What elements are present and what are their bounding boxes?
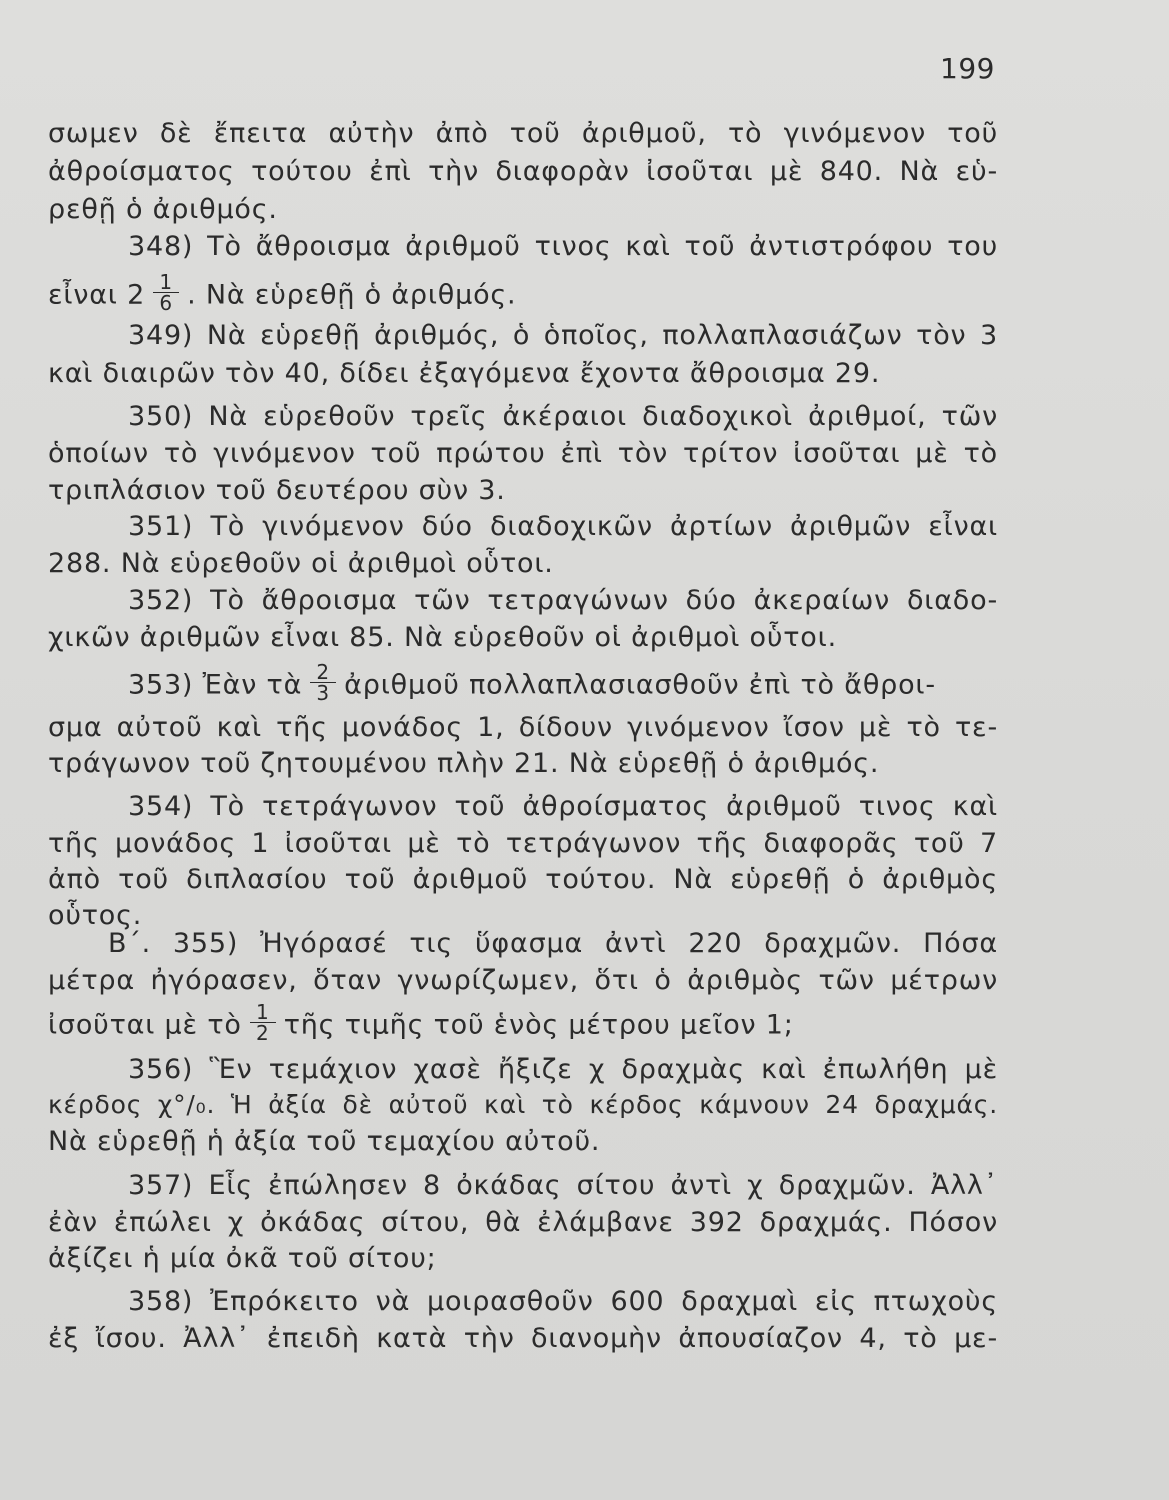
fraction-denominator: 6 — [159, 291, 173, 315]
text-line: μέτρα ἠγόρασεν, ὅταν γνωρίζωμεν, ὅτι ὁ ἀριθμὸς τῶν μέτρων — [48, 965, 998, 996]
text-line: τράγωνον τοῦ ζητουμένου πλὴν 21. Νὰ εὑρεθῇ ὁ ἀριθμός. — [48, 748, 880, 779]
text-line: 351) Τὸ γινόμενον δύο διαδοχικῶν ἀρτίων ἀριθμῶν εἶναι — [128, 511, 998, 542]
text-line: ἐὰν ἐπώλει χ ὀκάδας σίτου, θὰ ἐλάμβανε 392 δραχμάς. Πόσον — [48, 1207, 998, 1238]
fraction-denominator: 3 — [316, 681, 330, 705]
text-line: οὗτος. — [48, 900, 143, 931]
fraction-numerator: 1 — [250, 1002, 276, 1023]
fraction-denominator: 2 — [255, 1021, 270, 1045]
text-line: τριπλάσιον τοῦ δευτέρου σὺν 3. — [48, 475, 506, 506]
text-segment: 353) Ἐὰν τὰ — [128, 669, 303, 701]
text-line-with-fraction — [48, 1000, 998, 1046]
text-segment: ἀριθμοῦ πολλαπλασιασθοῦν ἐπὶ τὸ ἄθροι- — [344, 669, 936, 701]
text-line: Β΄. 355) Ἠγόρασέ τις ὕφασμα ἀντὶ 220 δραχμῶν. Πόσα — [108, 928, 998, 959]
text-line: 348) Τὸ ἄθροισμα ἀριθμοῦ τινος καὶ τοῦ ἀντιστρόφου του — [128, 231, 998, 262]
text-line: ρεθῇ ὁ ἀριθμός. — [48, 194, 278, 225]
text-line: χικῶν ἀριθμῶν εἶναι 85. Νὰ εὑρεθοῦν οἱ ἀριθμοὶ οὗτοι. — [48, 622, 837, 653]
text-line: 354) Τὸ τετράγωνον τοῦ ἀθροίσματος ἀριθμοῦ τινος καὶ — [128, 791, 998, 822]
text-line: 350) Νὰ εὑρεθοῦν τρεῖς ἀκέραιοι διαδοχικοὶ ἀριθμοί, τῶν — [128, 401, 998, 432]
text-line: 356) Ἓν τεμάχιον χασὲ ἤξιζε χ δραχμὰς καὶ ἐπωλήθη μὲ — [128, 1054, 998, 1085]
text-line-with-fraction — [48, 270, 998, 316]
text-line: 358) Ἐπρόκειτο νὰ μοιρασθοῦν 600 δραχμαὶ εἰς πτωχοὺς — [128, 1286, 998, 1317]
text-line: ἐξ ἴσου. Ἀλλ᾽ ἐπειδὴ κατὰ τὴν διανομὴν ἀπουσίαζον 4, τὸ με- — [48, 1323, 998, 1354]
text-line: 357) Εἷς ἐπώλησεν 8 ὀκάδας σίτου ἀντὶ χ δραχμῶν. Ἀλλ᾽ — [128, 1170, 998, 1201]
fraction-numerator: 1 — [153, 272, 179, 293]
text-line: Νὰ εὑρεθῇ ἡ ἀξία τοῦ τεμαχίου αὐτοῦ. — [48, 1126, 601, 1157]
text-segment: εἶναι 2 — [48, 279, 146, 311]
text-line: 352) Τὸ ἄθροισμα τῶν τετραγώνων δύο ἀκεραίων διαδο- — [128, 585, 998, 616]
text-line: ὁποίων τὸ γινόμενον τοῦ πρώτου ἐπὶ τὸν τρίτον ἰσοῦται μὲ τὸ — [48, 438, 998, 469]
text-line: ἀξίζει ἡ μία ὀκᾶ τοῦ σίτου; — [48, 1243, 437, 1274]
text-segment: τῆς τιμῆς τοῦ ἑνὸς μέτρου μεῖον 1; — [283, 1009, 794, 1041]
text-segment: . Νὰ εὑρεθῇ ὁ ἀριθμός. — [187, 279, 517, 311]
text-line: σωμεν δὲ ἔπειτα αὐτὴν ἀπὸ τοῦ ἀριθμοῦ, τὸ γινόμενον τοῦ — [48, 118, 998, 149]
text-line: σμα αὐτοῦ καὶ τῆς μονάδος 1, δίδουν γινόμενον ἴσον μὲ τὸ τε- — [48, 712, 998, 743]
fraction — [153, 270, 179, 315]
text-line: 349) Νὰ εὑρεθῇ ἀριθμός, ὁ ὁποῖος, πολλαπλασιάζων τὸν 3 — [128, 320, 998, 351]
text-line: κέρδος χ°/₀. Ἡ ἀξία δὲ αὐτοῦ καὶ τὸ κέρδος κάμνουν 24 δραχμάς. — [48, 1090, 998, 1119]
text-line: καὶ διαιρῶν τὸν 40, δίδει ἐξαγόμενα ἔχοντα ἄθροισμα 29. — [48, 358, 881, 389]
text-line: ἀπὸ τοῦ διπλασίου τοῦ ἀριθμοῦ τούτου. Νὰ εὑρεθῇ ὁ ἀριθμὸς — [48, 864, 998, 895]
text-segment: ἰσοῦται μὲ τὸ — [48, 1009, 242, 1041]
text-line: τῆς μονάδος 1 ἰσοῦται μὲ τὸ τετράγωνον τῆς διαφορᾶς τοῦ 7 — [48, 828, 998, 859]
text-line: 288. Νὰ εὑρεθοῦν οἱ ἀριθμοὶ οὗτοι. — [48, 548, 554, 579]
page-number: 199 — [940, 52, 995, 85]
text-line-with-fraction — [48, 660, 998, 706]
fraction-numerator: 2 — [310, 662, 336, 683]
fraction — [250, 1000, 276, 1045]
fraction — [310, 660, 336, 705]
text-line: ἀθροίσματος τούτου ἐπὶ τὴν διαφορὰν ἰσοῦται μὲ 840. Νὰ εὑ- — [48, 156, 998, 187]
